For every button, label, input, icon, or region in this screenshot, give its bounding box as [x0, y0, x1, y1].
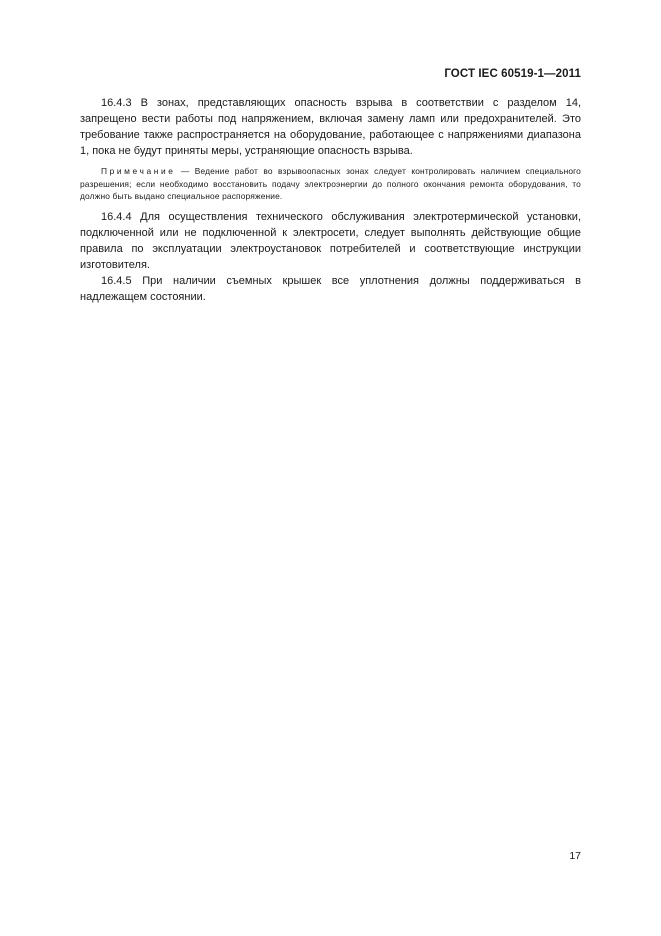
standard-designation: ГОСТ IEC 60519-1—2011 [444, 68, 581, 80]
note-text: — Ведение работ во взрывоопасных зонах следует контролировать наличием специального разрешения; если необходимо восстановить подачу электроэнергии до полного окончания ремонта оборудования, то должно быть выдано специальное распоряжение. [80, 166, 581, 201]
note-label: Примечание [101, 166, 176, 176]
note [80, 165, 581, 203]
paragraph-16-4-4: 16.4.4 Для осуществления технического обслуживания электротермической установки, подключенной или не подключенной к электросети, следует выполнять действующие общие правила по эксплуатации электроустановок потребителей и соответствующие инструкции изготовителя. [80, 210, 581, 271]
document-body [80, 95, 581, 305]
paragraph-16-4-3: 16.4.3 В зонах, представляющих опасность взрыва в соответствии с разделом 14, запрещено вести работы под напряжением, включая замену ламп или предохранителей. Это требование также распространяется на оборудование, работающее с напряжениями диапазона 1, пока не будут приняты меры, устраняющие опасность взрыва. [80, 97, 581, 157]
page-number: 17 [569, 850, 581, 862]
paragraph-16-4-5: 16.4.5 При наличии съемных крышек все уплотнения должны поддерживаться в надлежащем состоянии. [80, 274, 581, 303]
